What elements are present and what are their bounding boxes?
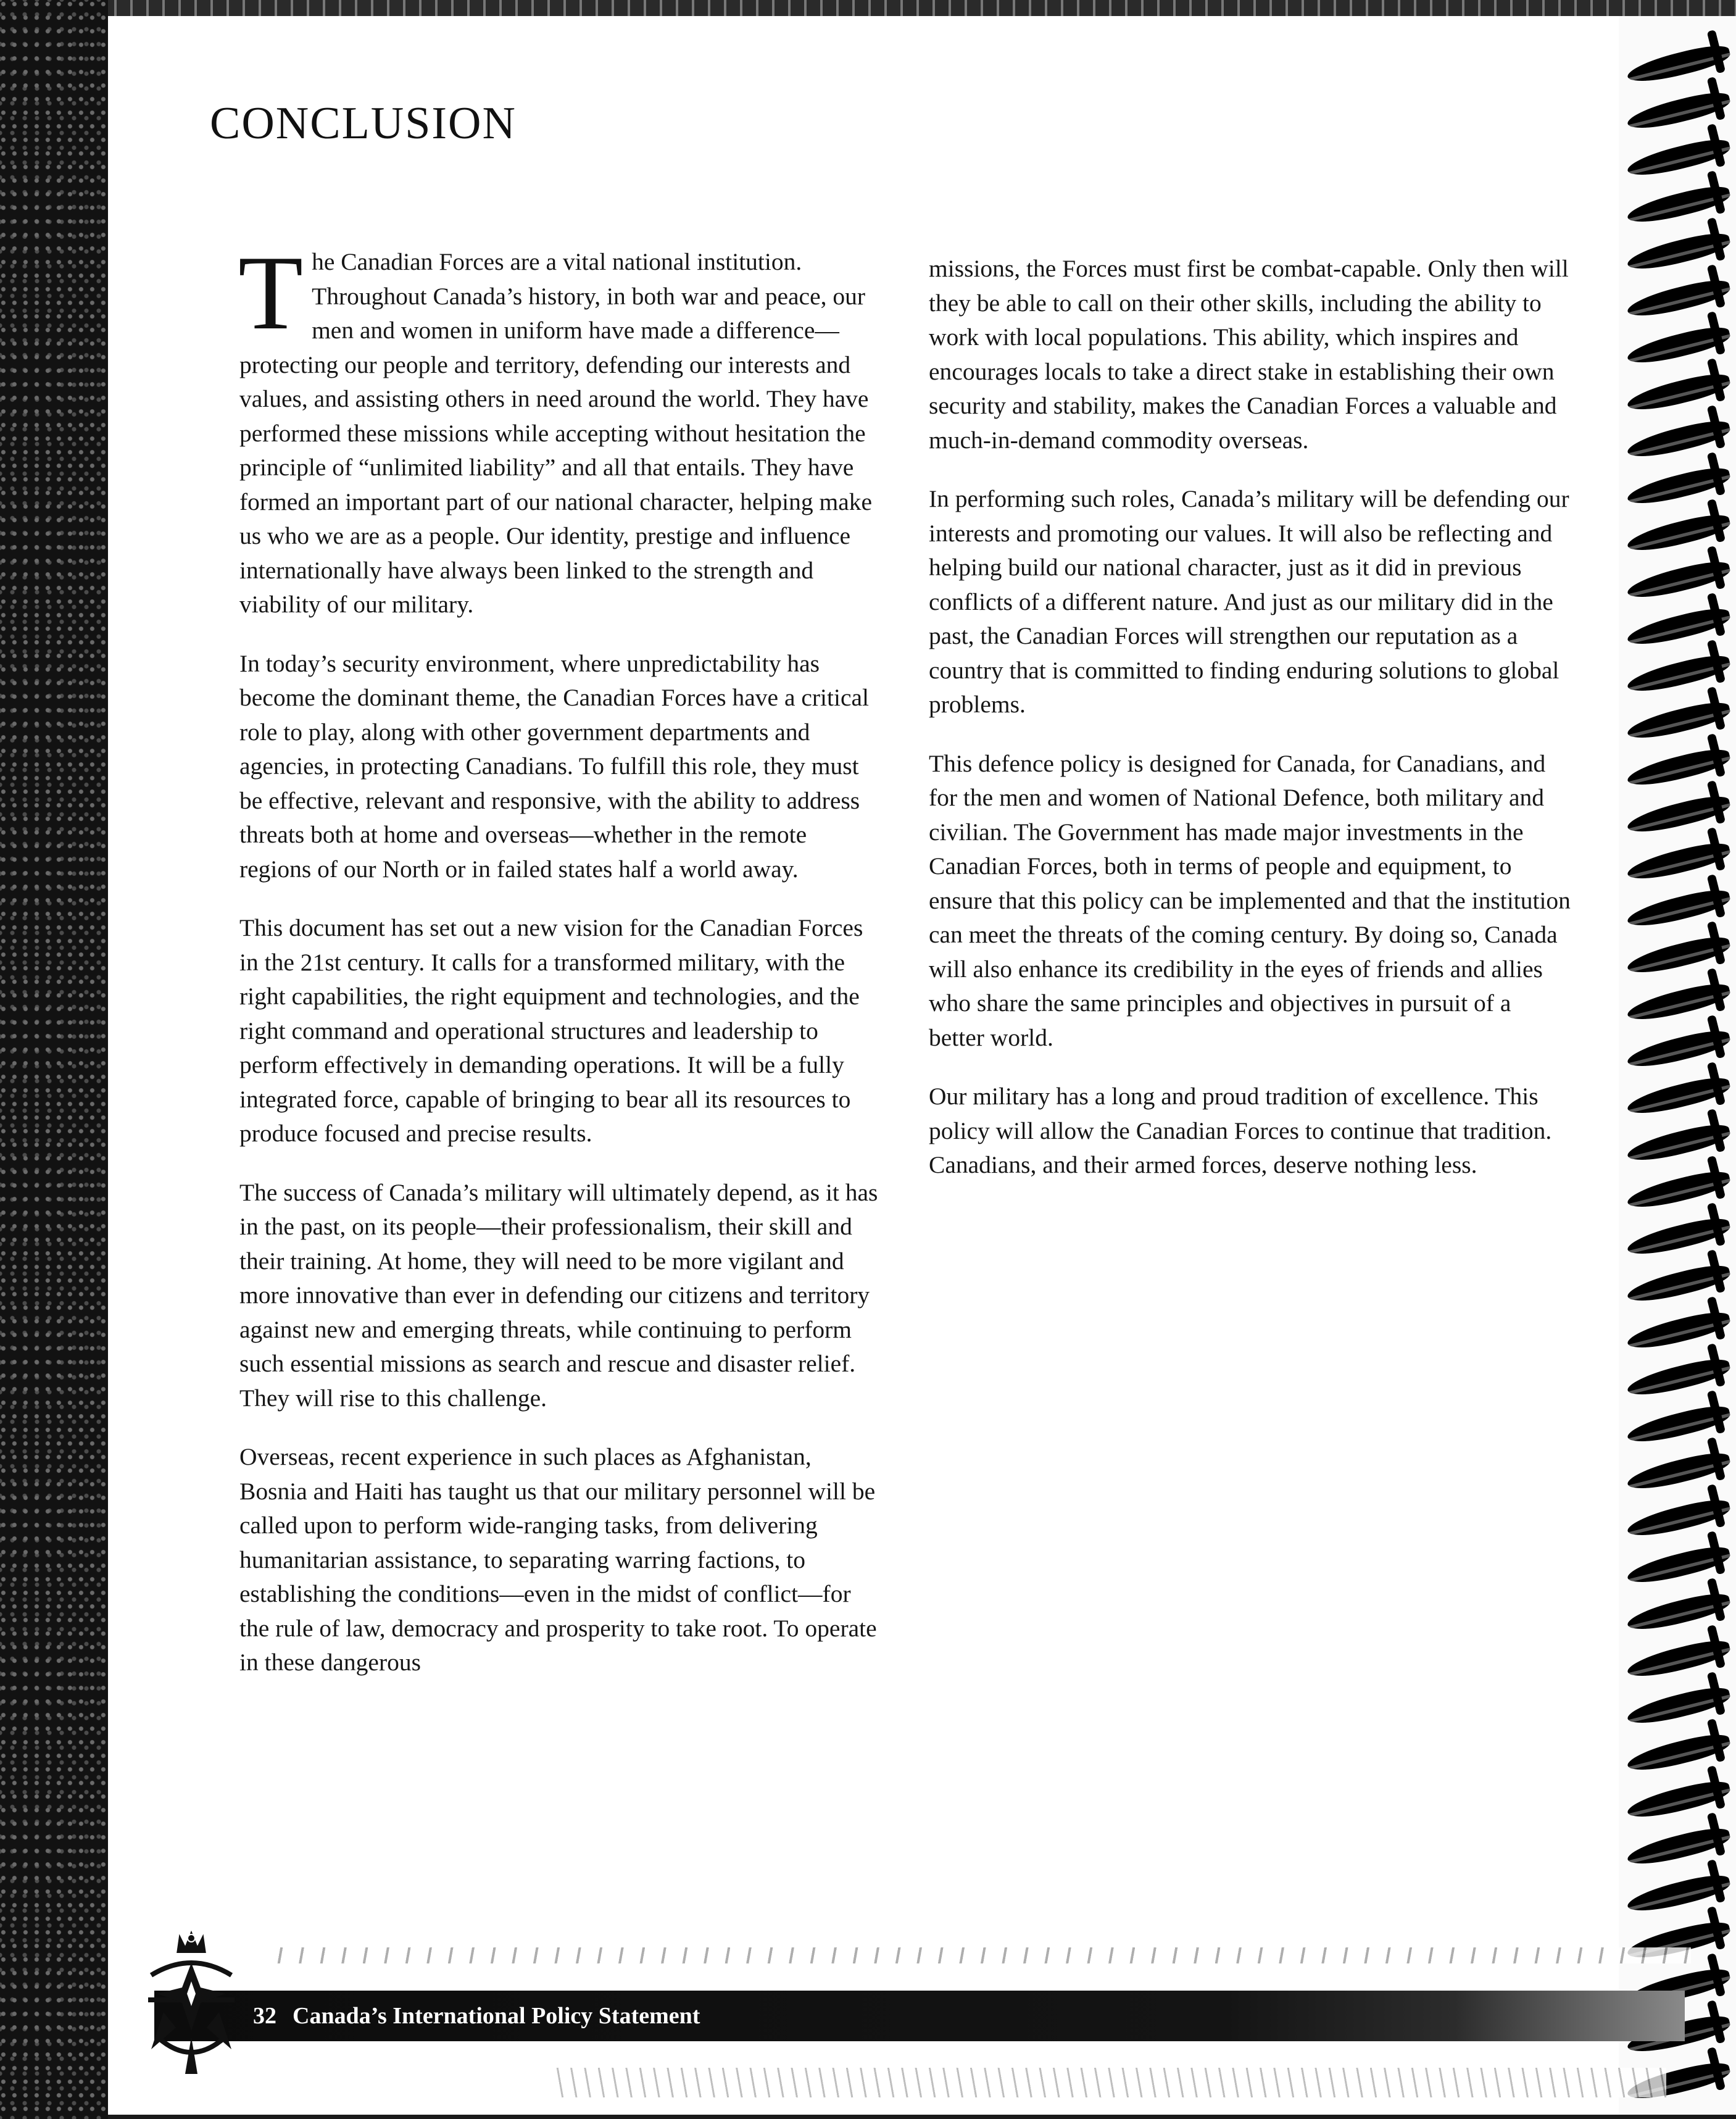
footer-texture: [272, 1947, 1691, 1963]
paragraph: Overseas, recent experience in such places as Afghanistan, Bosnia and Haiti has taught us that our military personnel will be called upon to perform wide-ranging tasks, from delivering humanitarian assistance, to separating warring factions, to establishing the conditions—even in the midst of conflict—for the rule of law, democracy and prosperity to take root. To operate in these dangerous: [239, 1443, 877, 1676]
paragraph: missions, the Forces must first be combat-capable. Only then will they be able to call on their other skills, including the ability to work with local populations. This ability, which inspires and encourages locals to take a direct stake in establishing their own security and stability, makes the Canadian Forces a valuable and much-in-demand commodity overseas.: [929, 255, 1569, 454]
paragraph: In performing such roles, Canada’s military will be defending our interests and promoting our values. It will also be reflecting and helping build our national character, just as it did in previous conflicts of a different nature. And just as our military did in the past, the Canadian Forces will strengthen our reputation as a country that is committed to finding enduring solutions to global problems.: [929, 485, 1569, 718]
left-column: [238, 235, 881, 1705]
footer-texture: [555, 2068, 1666, 2097]
paragraph: This document has set out a new vision for the Canadian Forces in the 21st century. It calls for a transformed military, with the right capabilities, the right equipment and technologies, and the right command and operational structures and leadership to perform effectively in demanding operations. It will be a fully integrated force, capable of bringing to bear all its resources to produce focused and precise results.: [239, 914, 863, 1147]
paragraph: This defence policy is designed for Canada, for Canadians, and for the men and women of National Defence, both military and civilian. The Government has made major investments in the Canadian Forces, both in terms of people and equipment, to ensure that this policy can be implemented and that the institution can meet the threats of the coming century. By doing so, Canada will also enhance its credibility in the eyes of friends and allies who share the same principles and objectives in pursuit of a better world.: [929, 749, 1571, 1051]
right-column: [929, 252, 1571, 1207]
page-number: 32: [253, 2003, 276, 2029]
canadian-forces-crest-icon: [139, 1926, 244, 2080]
paragraph: [238, 235, 881, 622]
paragraph: Our military has a long and proud tradition of excellence. This policy will allow the Canadian Forces to continue that tradition. Canadians, and their armed forces, deserve nothing less.: [929, 1083, 1552, 1178]
publication-title: Canada’s International Policy Statement: [293, 2003, 700, 2029]
page-edge-shadow: [0, 0, 108, 2119]
paragraph: In today’s security environment, where unpredictability has become the dominant theme, the Canadian Forces have a critical role to play, along with other government departments and agencies, in protecting Canadians. To fulfill this role, they must be effective, relevant and responsive, with the ability to address threats both at home and overseas—whether in the remote regions of our North or in failed states half a world away.: [239, 649, 870, 883]
drop-cap: T: [238, 235, 304, 352]
page-title: CONCLUSION: [210, 98, 517, 149]
running-footer: [253, 1999, 700, 2033]
page-top-edge: [108, 0, 1736, 16]
paragraph-text: he Canadian Forces are a vital national institution. Throughout Canada’s history, in both war and peace, our men and women in uniform have made a difference—protecting our people and territory, defending our interests and values, and assisting others in need around the world. They have performed these missions while accepting without hesitation the principle of “unlimited liability” and all that entails. They have formed an important part of our national character, helping make us who we are as a people. Our identity, prestige and influence internationally have always been linked to the strength and viability of our military.: [239, 248, 873, 618]
spiral-binding: [1619, 16, 1736, 2115]
paragraph: The success of Canada’s military will ultimately depend, as it has in the past, on its people—their professionalism, their skill and their training. At home, they will need to be more vigilant and more innovative than ever in defending our citizens and territory against new and emerging threats, while continuing to perform such essential missions as search and rescue and disaster relief. They will rise to this challenge.: [239, 1178, 878, 1412]
